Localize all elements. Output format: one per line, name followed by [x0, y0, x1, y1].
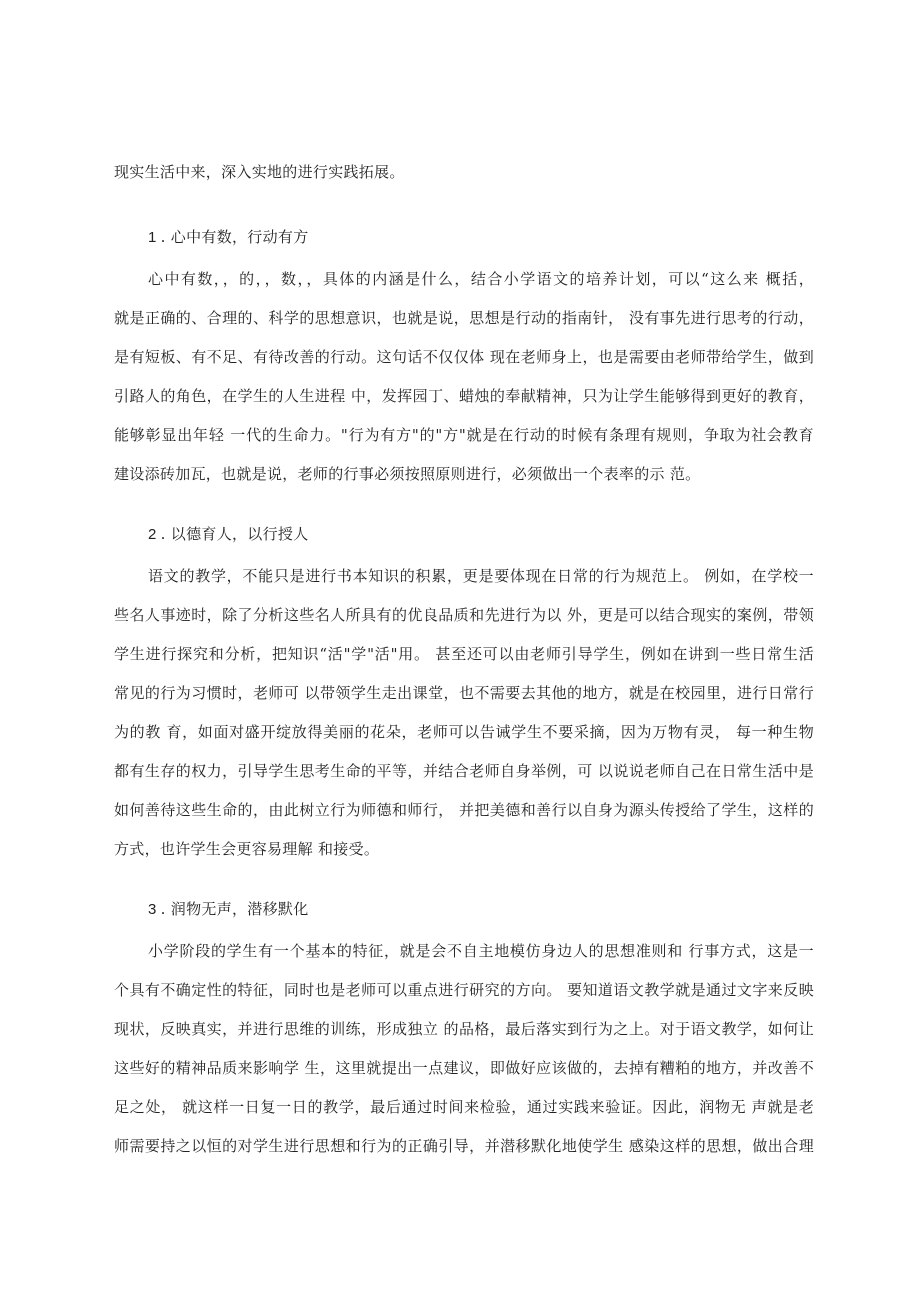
intro-line: 现实生活中来，深入实地的进行实践拓展。 — [114, 163, 405, 181]
paragraph-line: 能够彰显出年轻 一代的生命力。"行为有方"的"方"就是在行动的时候有条理有规则，争取为社会教育 — [114, 426, 814, 444]
paragraph-line: 个具有不确定性的特征，同时也是老师可以重点进行研究的方向。 要知道语文教学就是通过文字来反映 — [114, 981, 814, 999]
paragraph-line: 都有生存的权力，引导学生思考生命的平等，并结合老师自身举例，可 以说说老师自己在日常生活中是 — [114, 762, 814, 780]
section-heading-3 — [148, 899, 309, 920]
paragraph-line: 师需要持之以恒的对学生进行思想和行为的正确引导，并潜移默化地使学生 感染这样的思想，做出合理 — [114, 1137, 814, 1155]
section-number: 2 — [148, 526, 157, 543]
paragraph-line: 为的教 育，如面对盛开绽放得美丽的花朵，老师可以告诫学生不要采摘，因为万物有灵， 每一种生物 — [114, 723, 814, 741]
paragraph-line: 是有短板、有不足、有待改善的行动。这句话不仅仅体 现在老师身上，也是需要由老师带给学生，做到 — [114, 348, 814, 366]
paragraph-line: 就是正确的、合理的、科学的思想意识，也就是说，思想是行动的指南针， 没有事先进行思考的行动， — [114, 309, 814, 327]
paragraph-line: 如何善待这些生命的，由此树立行为师德和师行， 并把美德和善行以自身为源头传授给了学生，这样的 — [114, 801, 814, 819]
paragraph-line: 现状，反映真实，并进行思维的训练，形成独立 的品格，最后落实到行为之上。对于语文教学，如何让 — [114, 1020, 814, 1038]
paragraph-line: 引路人的角色，在学生的人生进程 中，发挥园丁、蜡烛的奉献精神，只为让学生能够得到更好的教育， — [114, 387, 814, 405]
paragraph-line: 小学阶段的学生有一个基本的特征，就是会不自主地模仿身边人的思想准则和 行事方式，这是一 — [148, 942, 814, 960]
section-number: 3 — [148, 901, 157, 918]
paragraph-line: 学生进行探究和分析，把知识“活"学"活"用。 甚至还可以由老师引导学生，例如在讲到一些日常生活 — [114, 645, 814, 663]
section-heading-1 — [148, 227, 309, 248]
paragraph-line: 这些好的精神品质来影响学 生，这里就提出一点建议，即做好应该做的，去掉有糟粕的地方，并改善不 — [114, 1059, 814, 1077]
paragraph-line: 建设添砖加瓦，也就是说，老师的行事必须按照原则进行，必须做出一个表率的示 范。 — [114, 465, 701, 483]
section-title: . 以德育人，以行授人 — [160, 525, 309, 543]
paragraph-line: 语文的教学，不能只是进行书本知识的积累，更是要体现在日常的行为规范上。 例如，在学校一 — [148, 567, 814, 585]
section-number: 1 — [148, 229, 157, 246]
section-title: . 心中有数，行动有方 — [160, 228, 309, 246]
section-heading-2 — [148, 524, 309, 545]
paragraph-line: 足之处， 就这样一日复一日的教学，最后通过时间来检验，通过实践来验证。因此，润物无 声就是老 — [114, 1098, 814, 1116]
paragraph-line: 方式，也许学生会更容易理解 和接受。 — [114, 840, 380, 858]
section-title: . 润物无声，潜移默化 — [160, 900, 309, 918]
paragraph-line: 心中有数，，的，，数，，具体的内涵是什么，结合小学语文的培养计划，可以“这么来 概括， — [148, 270, 814, 288]
paragraph-line: 些名人事迹时，除了分析这些名人所具有的优良品质和先进行为以 外，更是可以结合现实的案例，带领 — [114, 606, 814, 624]
paragraph-line: 常见的行为习惯时，老师可 以带领学生走出课堂，也不需要去其他的地方，就是在校园里，进行日常行 — [114, 684, 814, 702]
